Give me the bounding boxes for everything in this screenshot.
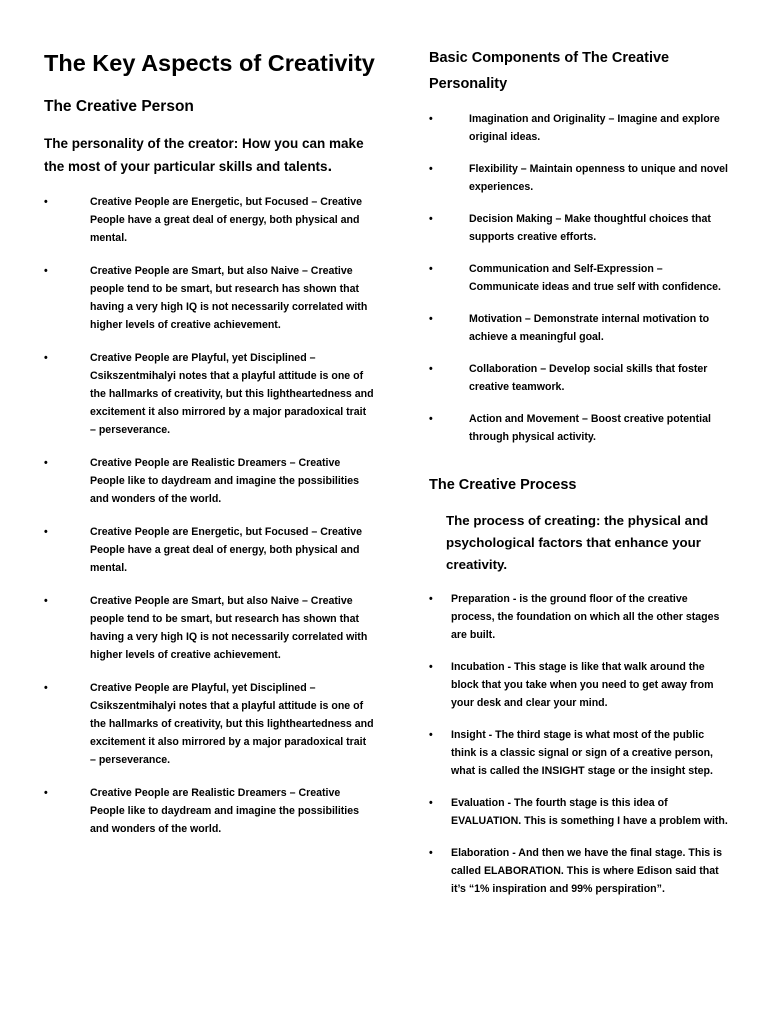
list-item [429, 410, 729, 446]
bullet-icon: • [429, 729, 433, 741]
list-item [44, 193, 374, 247]
components-heading: Basic Components of The Creative Personality [429, 50, 670, 92]
bullet-icon: • [429, 847, 433, 859]
bullet-icon: • [44, 196, 48, 208]
list-item-text: Imagination and Originality – Imagine and explore original ideas. [469, 113, 720, 143]
list-item [429, 160, 729, 196]
creative-person-list [44, 193, 374, 853]
list-item-text: Creative People are Smart, but also Naive – Creative people tend to be smart, but research has shown that having a very high IQ is not necessarily correlated with higher levels of creative achievement. [90, 265, 368, 331]
page-title: The Key Aspects of Creativity [44, 50, 375, 76]
bullet-icon: • [429, 113, 433, 125]
list-item-text: Evaluation - The fourth stage is this idea of EVALUATION. This is something I have a problem with. [451, 797, 728, 827]
bullet-icon: • [429, 313, 433, 325]
list-item [429, 844, 729, 898]
list-item [429, 590, 729, 644]
list-item-text: Creative People are Smart, but also Naive – Creative people tend to be smart, but research has shown that having a very high IQ is not necessarily correlated with higher levels of creative achievement. [90, 595, 368, 661]
list-item [429, 658, 729, 712]
list-item [44, 349, 374, 439]
list-item-text: Elaboration - And then we have the final stage. This is called ELABORATION. This is where Edison said that it’s “1% inspiration and 99% perspiration”. [451, 847, 722, 895]
list-item [44, 679, 374, 769]
intro-period: . [327, 158, 333, 175]
bullet-icon: • [44, 682, 48, 694]
list-item-text: Communication and Self-Expression – Communicate ideas and true self with confidence. [469, 263, 721, 293]
list-item [429, 794, 729, 830]
creative-person-heading: The Creative Person [44, 98, 194, 115]
bullet-icon: • [429, 363, 433, 375]
list-item-text: Preparation - is the ground floor of the creative process, the foundation on which all the other stages are built. [451, 593, 720, 641]
process-stages-list [429, 590, 729, 912]
list-item [44, 784, 374, 838]
bullet-icon: • [44, 526, 48, 538]
list-item [429, 360, 729, 396]
list-item [429, 260, 729, 296]
list-item [44, 262, 374, 334]
list-item-text: Motivation – Demonstrate internal motivation to achieve a meaningful goal. [469, 313, 710, 343]
creative-process-heading: The Creative Process [429, 477, 577, 493]
intro-text: The personality of the creator: How you can make the most of your particular skills and talents [44, 136, 364, 174]
bullet-icon: • [44, 787, 48, 799]
list-item-text: Creative People are Energetic, but Focused – Creative People have a great deal of energy, both physical and mental. [90, 196, 363, 244]
list-item [429, 210, 729, 246]
components-list [429, 110, 729, 460]
bullet-icon: • [429, 263, 433, 275]
bullet-icon: • [429, 797, 433, 809]
list-item-text: Creative People are Playful, yet Disciplined – Csikszentmihalyi notes that a playful attitude is one of the hallmarks of creativity, but this lightheartedness and excitement it also mirrored by a major paradoxical trait – perseverance. [90, 682, 374, 766]
list-item-text: Creative People are Energetic, but Focused – Creative People have a great deal of energy, both physical and mental. [90, 526, 363, 574]
list-item-text: Insight - The third stage is what most of the public think is a classic signal or sign of a creative person, what is called the INSIGHT stage or the insight step. [451, 729, 713, 777]
list-item-text: Decision Making – Make thoughtful choices that supports creative efforts. [469, 213, 711, 243]
creative-person-intro [44, 132, 374, 178]
list-item [44, 523, 374, 577]
bullet-icon: • [429, 661, 433, 673]
list-item [429, 110, 729, 146]
bullet-icon: • [44, 595, 48, 607]
bullet-icon: • [44, 265, 48, 277]
list-item-text: Collaboration – Develop social skills that foster creative teamwork. [469, 363, 708, 393]
list-item-text: Flexibility – Maintain openness to unique and novel experiences. [469, 163, 728, 193]
bullet-icon: • [429, 413, 433, 425]
bullet-icon: • [429, 593, 433, 605]
list-item [429, 310, 729, 346]
bullet-icon: • [429, 213, 433, 225]
list-item [44, 454, 374, 508]
list-item [44, 592, 374, 664]
bullet-icon: • [44, 352, 48, 364]
list-item-text: Creative People are Realistic Dreamers – Creative People like to daydream and imagine the possibilities and wonders of the world. [90, 457, 360, 505]
creative-process-intro: The process of creating: the physical and psychological factors that enhance your creativity. [446, 513, 709, 572]
bullet-icon: • [429, 163, 433, 175]
list-item [429, 726, 729, 780]
bullet-icon: • [44, 457, 48, 469]
list-item-text: Incubation - This stage is like that walk around the block that you take when you need to get away from your desk and clear your mind. [451, 661, 714, 709]
list-item-text: Creative People are Playful, yet Disciplined – Csikszentmihalyi notes that a playful attitude is one of the hallmarks of creativity, but this lightheartedness and excitement it also mirrored by a major paradoxical trait – perseverance. [90, 352, 374, 436]
list-item-text: Creative People are Realistic Dreamers – Creative People like to daydream and imagine the possibilities and wonders of the world. [90, 787, 360, 835]
list-item-text: Action and Movement – Boost creative potential through physical activity. [469, 413, 711, 443]
